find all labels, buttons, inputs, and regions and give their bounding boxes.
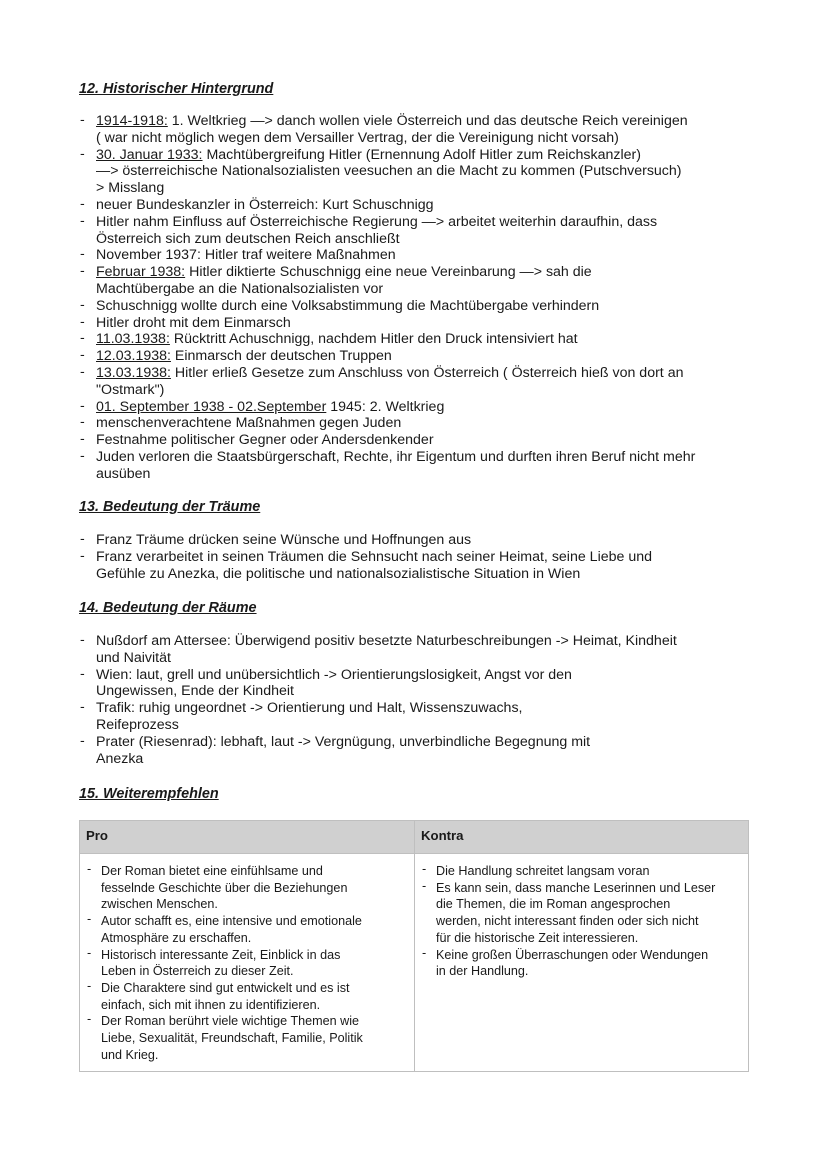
section-12-list: [79, 113, 779, 483]
pro-item-line: fesselnde Geschichte über die Beziehungen: [101, 880, 348, 895]
pro-item-line: - Der Roman berührt viele wichtige Themen wie: [101, 1014, 360, 1029]
pro-cell: [80, 854, 415, 1072]
section-14-list: [79, 633, 779, 767]
pro-contra-table: [79, 820, 749, 1072]
pro-item: [86, 913, 408, 946]
list-item: - Nußdorf am Attersee: Überwigend positiv besetzte Naturbeschreibungen -> Heimat, Kindheit und Naivität: [79, 633, 779, 667]
contra-item-line: für die historische Zeit interessieren.: [436, 930, 639, 945]
list-item: - 30. Januar 1933: Machtübergreifung Hitler (Ernennung Adolf Hitler zum Reichskanzler) —> österreichische Nationalsozialisten veesuchen an die Macht zu kommen (Putschversuch) > Misslang: [79, 147, 779, 197]
list-item: - Hitler nahm Einfluss auf Österreichische Regierung —> arbeitet weiterhin daraufhin, dass Österreich sich zum deutschen Reich anschließt: [79, 214, 779, 248]
pro-item: [86, 1013, 408, 1063]
list-item: - Schuschnigg wollte durch eine Volksabstimmung die Machtübergabe verhindern: [79, 298, 779, 315]
contra-item-line: in der Handlung.: [436, 964, 529, 979]
pro-item-line: Leben in Österreich zu dieser Zeit.: [101, 964, 294, 979]
list-item: - Wien: laut, grell und unübersichtlich -> Orientierungslosigkeit, Angst vor den Ungewissen, Ende der Kindheit: [79, 667, 779, 701]
section-13-list: [79, 532, 779, 582]
list-item: - 1914-1918: 1. Weltkrieg —> danch wollen viele Österreich und das deutsche Reich vereinigen ( war nicht möglich wegen dem Versailler Vertrag, der die Vereinigung nicht vorsah): [79, 113, 779, 147]
pro-item: [86, 863, 408, 913]
contra-list: [421, 863, 742, 980]
section-heading-15: 15. Weiterempfehlen: [79, 786, 219, 802]
pro-item-line: - Historisch interessante Zeit, Einblick in das: [101, 947, 341, 962]
list-item: - Franz verarbeitet in seinen Träumen die Sehnsucht nach seiner Heimat, seine Liebe und Gefühle zu Anezka, die politische und nationalsozialistische Situation in Wien: [79, 549, 779, 583]
pro-item: [86, 980, 408, 1013]
section-heading-13: 13. Bedeutung der Träume: [79, 499, 261, 515]
section-heading-12: 12. Historischer Hintergrund: [79, 81, 274, 97]
contra-cell: [415, 854, 749, 1072]
contra-item: [421, 947, 742, 980]
pro-header: Pro: [80, 821, 415, 854]
contra-item-line: - Die Handlung schreitet langsam voran: [436, 864, 650, 878]
list-item: - neuer Bundeskanzler in Österreich: Kurt Schuschnigg: [79, 197, 779, 214]
list-item: - 01. September 1938 - 02.September 1945: 2. Weltkrieg: [79, 399, 779, 416]
list-item: - Februar 1938: Hitler diktierte Schuschnigg eine neue Vereinbarung —> sah die Machtübergabe an die Nationalsozialisten vor: [79, 264, 779, 298]
pro-item-line: einfach, sich mit ihnen zu identifizieren.: [101, 997, 321, 1012]
pro-item-line: Liebe, Sexualität, Freundschaft, Familie, Politik: [101, 1031, 363, 1046]
pro-item-line: - Autor schafft es, eine intensive und emotionale: [101, 914, 362, 929]
list-item: - Trafik: ruhig ungeordnet -> Orientierung und Halt, Wissenszuwachs, Reifeprozess: [79, 700, 779, 734]
contra-item-line: die Themen, die im Roman angesprochen: [436, 897, 671, 912]
list-item: - 11.03.1938: Rücktritt Achuschnigg, nachdem Hitler den Druck intensiviert hat: [79, 331, 779, 348]
pro-item: [86, 947, 408, 980]
pro-item-line: Atmosphäre zu erschaffen.: [101, 930, 252, 945]
contra-header: Kontra: [415, 821, 749, 854]
list-item: - 13.03.1938: Hitler erließ Gesetze zum Anschluss von Österreich ( Österreich hieß von dort an "Ostmark"): [79, 365, 779, 399]
contra-item-line: - Keine großen Überraschungen oder Wendungen: [436, 947, 709, 962]
list-item: - Franz Träume drücken seine Wünsche und Hoffnungen aus: [79, 532, 779, 549]
list-item: - menschenverachtene Maßnahmen gegen Juden: [79, 415, 779, 432]
list-item: - Prater (Riesenrad): lebhaft, laut -> Vergnügung, unverbindliche Begegnung mit Anezka: [79, 734, 779, 768]
contra-item: [421, 863, 742, 880]
list-item: - Festnahme politischer Gegner oder Andersdenkender: [79, 432, 779, 449]
pro-list: [86, 863, 408, 1063]
section-heading-14: 14. Bedeutung der Räume: [79, 600, 257, 616]
list-item: - November 1937: Hitler traf weitere Maßnahmen: [79, 247, 779, 264]
pro-item-line: - Die Charaktere sind gut entwickelt und es ist: [101, 980, 350, 995]
pro-item-line: - Der Roman bietet eine einfühlsame und: [101, 864, 323, 878]
contra-item-line: - Es kann sein, dass manche Leserinnen und Leser: [436, 880, 716, 895]
contra-item: [421, 880, 742, 947]
contra-item-line: werden, nicht interessant finden oder sich nicht: [436, 914, 699, 929]
list-item: - 12.03.1938: Einmarsch der deutschen Truppen: [79, 348, 779, 365]
list-item: - Juden verloren die Staatsbürgerschaft, Rechte, ihr Eigentum und durften ihren Beruf nicht mehr ausüben: [79, 449, 779, 483]
pro-item-line: zwischen Menschen.: [101, 897, 218, 912]
list-item: - Hitler droht mit dem Einmarsch: [79, 315, 779, 332]
pro-item-line: und Krieg.: [101, 1047, 159, 1062]
